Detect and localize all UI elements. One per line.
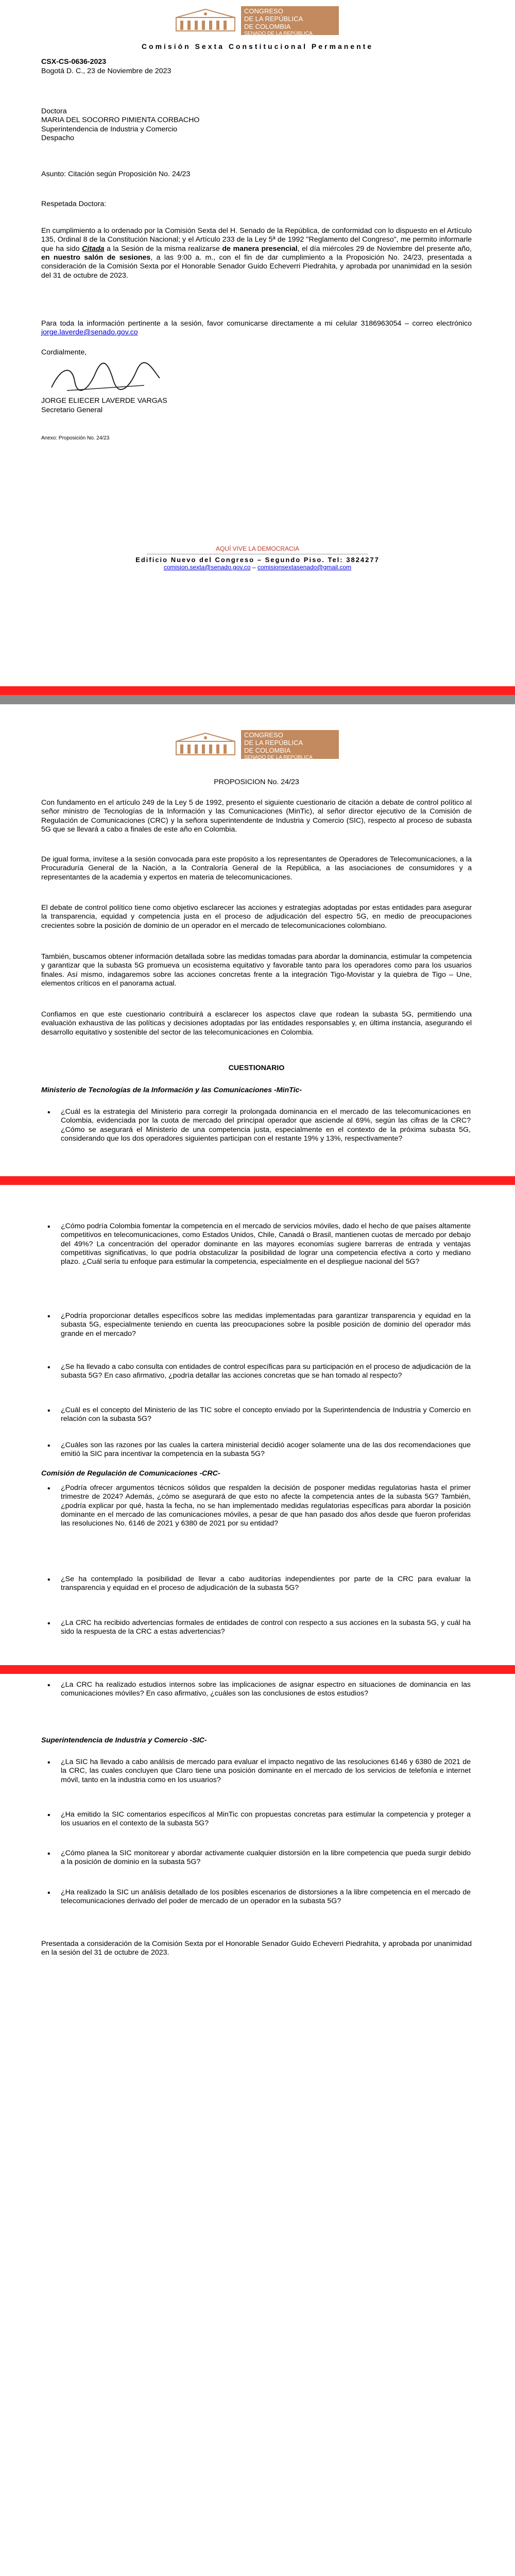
page-gap: [0, 695, 515, 704]
logo-line-3: DE COLOMBIA: [244, 746, 291, 754]
section-title-crc: Comisión de Regulación de Comunicaciones -CRC-: [41, 1469, 220, 1478]
question-text: ¿Se ha contemplado la posibilidad de llevar a cabo auditorías independientes por parte de la CRC para evaluar la transparencia y equidad en el proceso de adjudicación de la subasta 5G?: [61, 1575, 471, 1592]
bullet-icon: •: [47, 1758, 50, 1767]
question-item: [47, 1484, 471, 1529]
question-item: [47, 1406, 471, 1424]
proposition-title: PROPOSICION No. 24/23: [214, 778, 299, 786]
signer-name: JORGE ELIECER LAVERDE VARGAS: [41, 397, 167, 405]
question-text: ¿Se ha llevado a cabo consulta con entidades de control específicas para su participación en el proceso de adjudicación de la subasta 5G? En caso afirmativo, ¿podría detallar las acciones concretas que se han tomado al respecto?: [61, 1363, 471, 1380]
question-text: ¿Ha emitido la SIC comentarios específicos al MinTic con propuestas concretas para estimular la competencia y proteger a los usuarios en el contexto de la subasta 5G?: [61, 1810, 471, 1828]
logo-line-3: DE COLOMBIA: [244, 22, 291, 30]
bullet-icon: •: [47, 1312, 50, 1321]
logo-line-4: SENADO DE LA REPÚBLICA: [244, 754, 313, 760]
section-title-sic: Superintendencia de Industria y Comercio -SIC-: [41, 1736, 207, 1744]
presencial-text: de manera presencial: [222, 244, 298, 253]
proposition-page-3: [0, 1674, 515, 2576]
proposition-paragraph-3: El debate de control político tiene como objetivo esclarecer las acciones y estrategias adoptadas por estas entidades para asegurar la transparencia, equidad y competencia justa en el proceso de adjudicación del espectro 5G, en medio de preocupaciones crecientes sobre la posición de dominio de un operador en el mercado de telecomunicaciones colombiano.: [41, 904, 472, 930]
body-text: , a las 9:00 a. m., con el fin de dar cumplimiento a la Proposición No. 24/23, presentada a consideración de la Comisión Sexta por el Honorable Senador Guido Echeverri Piedrahita, y aprobada por unanimidad en la sesión del 31 de octubre de 2023.: [41, 253, 472, 280]
logo-text-box: [241, 6, 339, 35]
page-separator: [0, 686, 515, 695]
footer-slogan: AQUÍ VIVE LA DEMOCRACIA: [215, 545, 300, 552]
letter-page: [0, 0, 515, 685]
bullet-icon: •: [47, 1850, 50, 1858]
question-text: ¿La SIC ha llevado a cabo análisis de mercado para evaluar el impacto negativo de las resoluciones 6146 y 6380 de 2021 de la CRC, las cuales concluyen que Claro tiene una posición dominante en el mercado de los servicios de telefonía e internet móvil, tanto en la industria como en los usuarios?: [61, 1758, 471, 1784]
contact-email-link[interactable]: jorge.laverde@senado.gov.co: [41, 328, 138, 337]
footer-email-2[interactable]: comisionsextasenado@gmail.com: [257, 564, 352, 571]
proposition-paragraph-5: Confiamos en que este cuestionario contribuirá a esclarecer los aspectos clave que rodean la subasta 5G, permitiendo una evaluación exhaustiva de las políticas y decisiones adoptadas por las entidades responsables y, en última instancia, asegurando el desarrollo equitativo y sostenible del sector de las telecomunicaciones en Colombia.: [41, 1010, 472, 1037]
footer-email-separator: –: [250, 564, 258, 571]
recipient-name: MARIA DEL SOCORRO PIMIENTA CORBACHO: [41, 116, 200, 125]
bullet-icon: •: [47, 1681, 50, 1690]
question-text: ¿Ha realizado la SIC un análisis detallado de los posibles escenarios de distorsiones a la libre competencia en el mercado de telecomunicaciones derivado del poder de mercado de un operador en la subasta 5G?: [61, 1888, 471, 1906]
logo-line-2: DE LA REPÚBLICA: [244, 14, 303, 23]
letter-footer: [0, 545, 515, 571]
recipient-office: Despacho: [41, 133, 74, 142]
question-item: [47, 1222, 471, 1267]
letter-closing: Cordialmente,: [41, 348, 87, 357]
page-separator: [0, 1665, 515, 1674]
bullet-icon: •: [47, 1619, 50, 1628]
citada-word: Citada: [82, 244, 105, 253]
questionnaire-title: CUESTIONARIO: [228, 1064, 285, 1072]
annex-note: Anexo: Proposición No. 24/23: [41, 435, 110, 441]
question-text: ¿Cómo podría Colombia fomentar la competencia en el mercado de servicios móviles, dado el hecho de que países altamente competitivos en telecomunicaciones, como Estados Unidos, Chile, Canadá o Brasil, mantienen cuotas de mercado por debajo del 49%? La concentración del operador dominante en las mayores economías sugiere barreras de entrada y ventajas competitivas significativas, lo que podría obstaculizar la posibilidad de lograr una competencia efectiva a corto y mediano plazo. ¿Cuál sería tu enfoque para estimular la competencia, especialmente en el despliegue nacional del 5G?: [61, 1222, 471, 1266]
footer-address: Edificio Nuevo del Congreso – Segundo Piso. Tel: 3824277: [135, 556, 380, 564]
bullet-icon: •: [47, 1223, 50, 1231]
letter-date: Bogotá D. C., 23 de Noviembre de 2023: [41, 67, 171, 75]
logo-line-2: DE LA REPÚBLICA: [244, 738, 303, 747]
bullet-icon: •: [47, 1442, 50, 1450]
question-text: ¿La CRC ha realizado estudios internos sobre las implicaciones de asignar espectro en situaciones de dominancia en las comunicaciones móviles? En caso afirmativo, ¿cuáles son las conclusiones de estos estudios?: [61, 1681, 471, 1698]
body-text: En cumplimiento a lo ordenado por la Comisión Sexta del H. Senado de la República, de conformidad con lo dispuesto en el Artículo 135, Ordinal 8 de la Constitución Nacional; y el Artículo 233 de la Ley 5ª de 1992 "Reglamento del Congreso", me permito informarle que ha sido: [41, 227, 472, 253]
question-text: ¿Podría proporcionar detalles específicos sobre las medidas implementadas para garantizar transparencia y equidad en la subasta 5G, especialmente teniendo en cuenta las preocupaciones sobre la posible posición de dominio del operador más grande en el mercado?: [61, 1312, 471, 1338]
proposition-paragraph-1: Con fundamento en el artículo 249 de la Ley 5 de 1992, presento el siguiente cuestionario de citación a debate de control político al señor ministro de Tecnologías de la Información y las Comunicaciones (MinTic), al señor director ejecutivo de la Comisión de Regulación de Comunicaciones (CRC) y la señora superintendente de Industria y Comercio (SIC), respecto al proceso de subasta 5G que se llevará a cabo a finales de este año en Colombia.: [41, 799, 472, 834]
question-item: [47, 1888, 471, 1906]
recipient-entity: Superintendencia de Industria y Comercio: [41, 125, 178, 133]
question-item: [47, 1758, 471, 1785]
congress-logo: [175, 727, 340, 762]
page-separator: [0, 1176, 515, 1185]
congress-logo: [175, 3, 340, 38]
footer-email-1[interactable]: comision.sexta@senado.gov.co: [163, 564, 251, 571]
question-item: [47, 1619, 471, 1637]
proposition-closing: Presentada a consideración de la Comisión Sexta por el Honorable Senador Guido Echeverri Piedrahita, y aprobada por unanimidad en la sesión del 31 de octubre de 2023.: [41, 1940, 472, 1957]
logo-line-1: CONGRESO: [244, 7, 283, 15]
proposition-paragraph-4: También, buscamos obtener información detallada sobre las medidas tomadas para abordar la dominancia, estimular la competencia y garantizar que la subasta 5G promueva un ecosistema equitativo y favorable tanto para los operadores como para los usuarios finales. Así mismo, indagaremos sobre las acciones concretas frente a la integración Tigo-Movistar y la quiebra de Tigo – Une, elementos críticos en el panorama actual.: [41, 953, 472, 988]
recipient-block: [41, 107, 472, 143]
question-item: [47, 1441, 471, 1459]
logo-text-box: [241, 730, 339, 759]
footer-emails: [0, 564, 515, 571]
question-item: [47, 1575, 471, 1593]
question-text: ¿La CRC ha recibido advertencias formales de entidades de control con respecto a sus acciones en la subasta 5G, y cuál ha sido la respuesta de la CRC a estas advertencias?: [61, 1619, 471, 1636]
bullet-icon: •: [47, 1889, 50, 1897]
recipient-title: Doctora: [41, 107, 67, 115]
question-text: ¿Cómo planea la SIC monitorear y abordar activamente cualquier distorsión en la libre competencia que pueda surgir debido a la posición de dominio en la subasta 5G?: [61, 1849, 471, 1867]
commission-motto: Comisión Sexta Constitucional Permanente: [141, 42, 374, 50]
bullet-icon: •: [47, 1575, 50, 1584]
letter-salutation: Respetada Doctora:: [41, 200, 107, 208]
logo-line-1: CONGRESO: [244, 731, 283, 739]
question-item: [47, 1363, 471, 1381]
question-item: [47, 1681, 471, 1699]
contact-text: Para toda la información pertinente a la sesión, favor comunicarse directamente a mi celular 3186963054 – correo electrónico: [41, 319, 472, 328]
handwritten-signature-icon: [46, 361, 165, 396]
bullet-icon: •: [47, 1406, 50, 1415]
signer-role: Secretario General: [41, 406, 103, 414]
question-item: [47, 1312, 471, 1338]
bullet-icon: •: [47, 1811, 50, 1820]
capitol-seal-icon: [175, 7, 236, 35]
letter-subject: Asunto: Citación según Proposición No. 24/23: [41, 170, 191, 178]
reference-code: CSX-CS-0636-2023: [41, 58, 107, 66]
section-title-mintic: Ministerio de Tecnologías de la Información y las Comunicaciones -MinTic-: [41, 1086, 302, 1094]
bullet-icon: •: [47, 1363, 50, 1372]
letter-body-paragraph-1: [41, 227, 472, 280]
session-room-text: en nuestro salón de sesiones: [41, 253, 151, 262]
question-item: [47, 1849, 471, 1867]
question-text: ¿Podría ofrecer argumentos técnicos sólidos que respalden la decisión de posponer medidas regulatorias hasta el primer trimestre de 2024? Además, ¿cómo se asegurará de que esto no afecte la competencia antes de la subasta 5G? También, ¿podría explicar por qué, hasta la fecha, no se han implementado medidas regulatorias específicas para abordar la posición dominante en el mercado de las comunicaciones móviles, a pesar de que han pasado dos años desde que fueron proferidas las resoluciones No. 6146 de 2021 y 6380 de 2021 por su entidad?: [61, 1484, 471, 1528]
bullet-icon: •: [47, 1484, 50, 1493]
proposition-paragraph-2: De igual forma, invítese a la sesión convocada para este propósito a los representantes de Operadores de Telecomunicaciones, a la Procuraduría General de la Nación, a la Contraloría General de la República, a las asociaciones de consumidores y a representantes de la academia y expertos en materia de telecomunicaciones.: [41, 855, 472, 882]
body-text: , el día miércoles 29 de Noviembre del presente año,: [297, 244, 472, 253]
question-text: ¿Cuál es la estrategia del Ministerio para corregir la prolongada dominancia en el mercado de las telecomunicaciones en Colombia, evidenciada por la cuota de mercado del principal operador que asciende al 69%, según las cifras de la CRC? ¿Cómo se asegurará el Ministerio de una competencia justa, especialmente en el contexto de la próxima subasta 5G, considerando que los dos operadores siguientes participan con el restante 19% y 13%, respectivamente?: [61, 1108, 471, 1143]
letter-body-paragraph-2: [41, 319, 472, 337]
body-text: a la Sesión de la misma realizarse: [104, 244, 222, 253]
logo-line-4: SENADO DE LA REPÚBLICA: [244, 30, 313, 37]
question-item: [47, 1108, 471, 1143]
question-text: ¿Cuáles son las razones por las cuales la cartera ministerial decidió acoger solamente una de las dos recomendaciones que emitió la SIC para incentivar la competencia en la subasta 5G?: [61, 1441, 471, 1459]
question-item: [47, 1810, 471, 1828]
capitol-seal-icon: [175, 731, 236, 759]
bullet-icon: •: [47, 1108, 50, 1117]
question-text: ¿Cuál es el concepto del Ministerio de las TIC sobre el concepto enviado por la Superintendencia de Industria y Comercio en relación con la subasta 5G?: [61, 1406, 471, 1423]
